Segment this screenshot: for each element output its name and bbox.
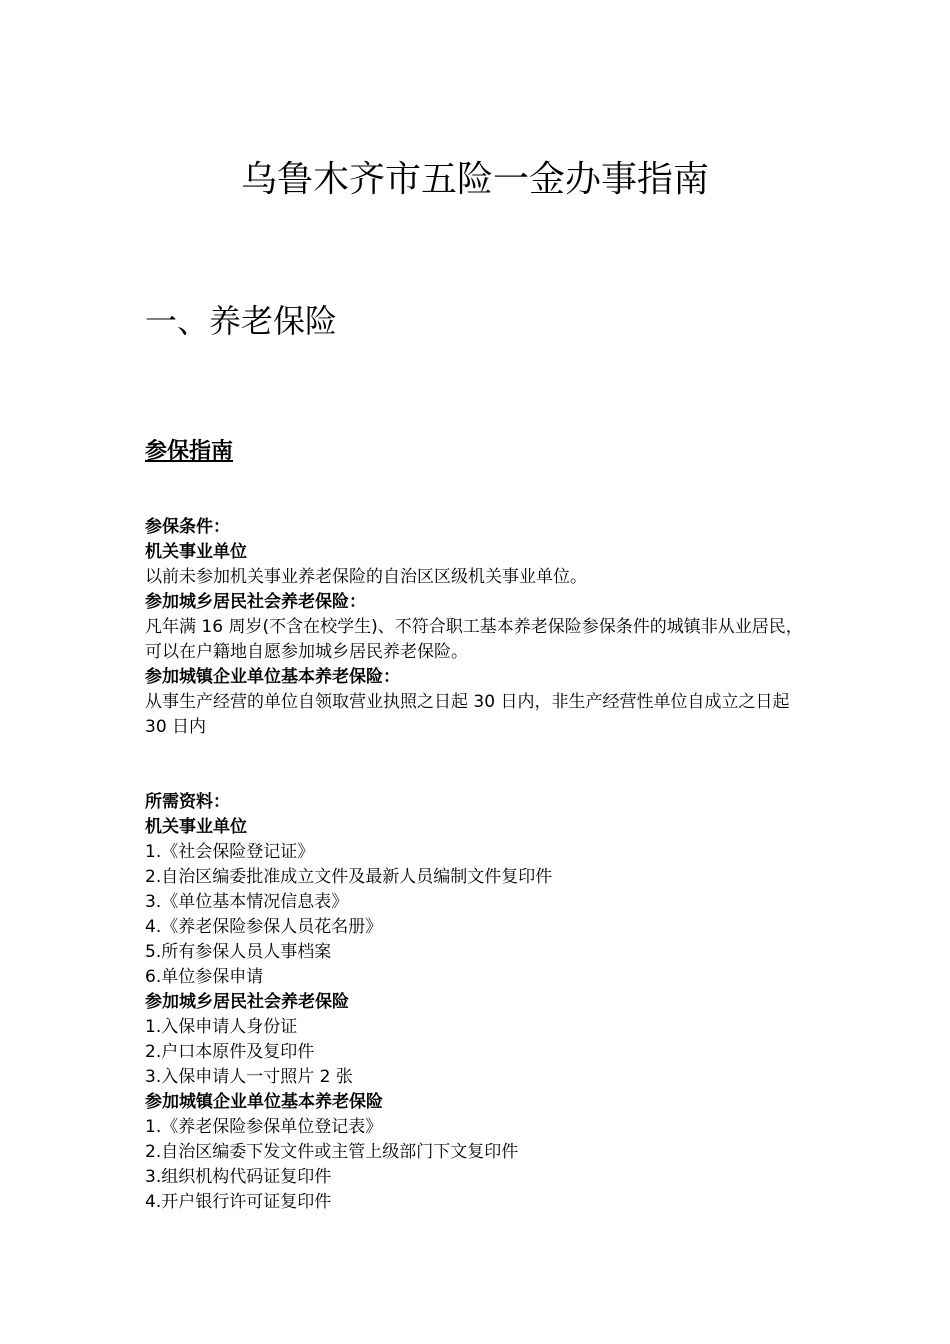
materials-list-item: 1.《社会保险登记证》 xyxy=(145,842,315,862)
materials-list-item: 3.组织机构代码证复印件 xyxy=(145,1167,332,1187)
conditions-label: 参保条件： xyxy=(145,517,230,537)
materials-list-item: 2.自治区编委下发文件或主管上级部门下文复印件 xyxy=(145,1142,519,1162)
materials-group-heading: 参加城镇企业单位基本养老保险 xyxy=(145,1092,383,1112)
materials-list-item: 2.户口本原件及复印件 xyxy=(145,1042,315,1062)
materials-block xyxy=(145,790,815,1215)
materials-list-item: 3.入保申请人一寸照片 2 张 xyxy=(145,1067,353,1087)
materials-group-heading: 参加城乡居民社会养老保险 xyxy=(145,992,349,1012)
materials-label: 所需资料： xyxy=(145,792,230,812)
materials-list-item: 4.《养老保险参保人员花名册》 xyxy=(145,917,383,937)
materials-list-item: 1.入保申请人身份证 xyxy=(145,1017,298,1037)
materials-list-item: 5.所有参保人员人事档案 xyxy=(145,942,332,962)
materials-list-item: 4.开户银行许可证复印件 xyxy=(145,1192,332,1212)
sub-heading-enrollment-guide: 参保指南 xyxy=(145,439,234,464)
condition-heading: 参加城乡居民社会养老保险： xyxy=(145,592,366,612)
materials-list-item: 2.自治区编委批准成立文件及最新人员编制文件复印件 xyxy=(145,867,553,887)
condition-text: 凡年满 16 周岁(不含在校学生)、不符合职工基本养老保险参保条件的城镇非从业居民，可以在户籍地自愿参加城乡居民养老保险。 xyxy=(145,617,803,662)
condition-heading: 参加城镇企业单位基本养老保险： xyxy=(145,667,400,687)
materials-group-heading: 机关事业单位 xyxy=(145,817,247,837)
materials-list-item: 1.《养老保险参保单位登记表》 xyxy=(145,1117,383,1137)
document-title: 乌鲁木齐市五险一金办事指南 xyxy=(240,159,709,200)
condition-heading: 机关事业单位 xyxy=(145,542,247,562)
condition-text: 从事生产经营的单位自领取营业执照之日起 30 日内，非生产经营性单位自成立之日起 30 日内 xyxy=(145,692,790,737)
section-heading-pension: 一、养老保险 xyxy=(145,302,338,340)
materials-list-item: 6.单位参保申请 xyxy=(145,967,264,987)
condition-text: 以前未参加机关事业养老保险的自治区区级机关事业单位。 xyxy=(145,567,587,587)
conditions-block xyxy=(145,515,815,740)
materials-list-item: 3.《单位基本情况信息表》 xyxy=(145,892,349,912)
